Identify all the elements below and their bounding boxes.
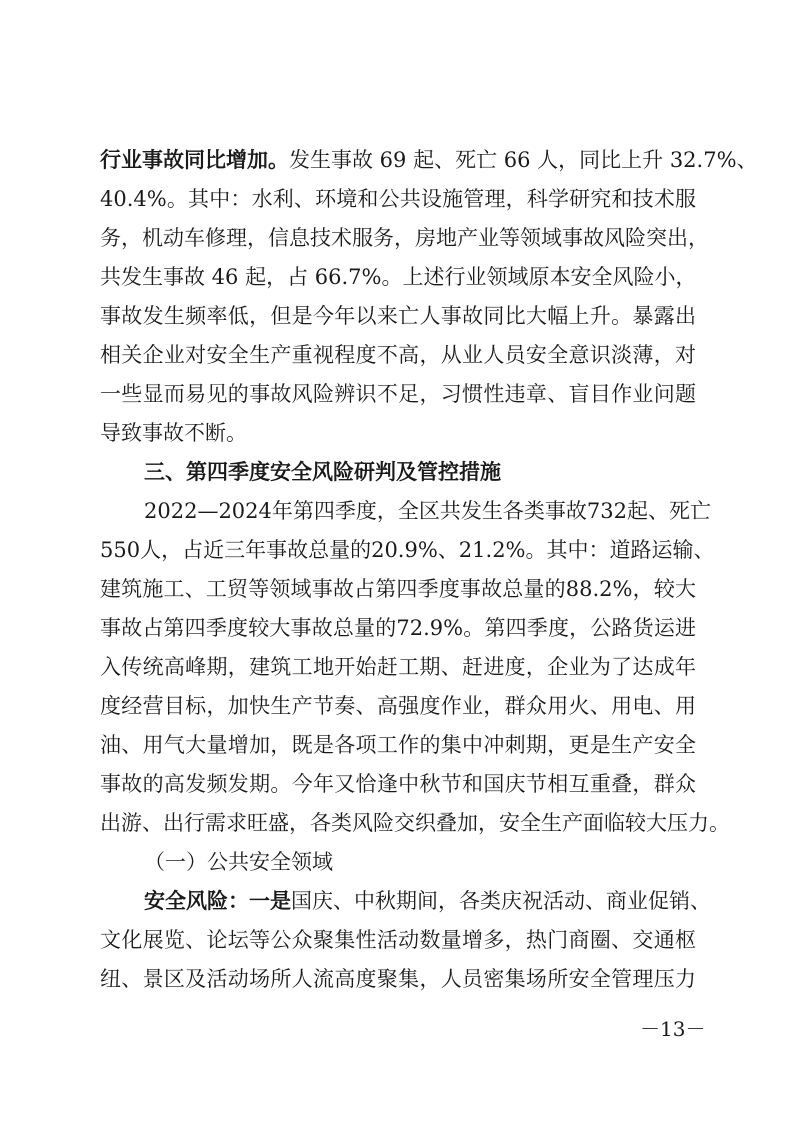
paragraph-line: 一些显而易见的事故风险辨识不足，习惯性违章、盲目作业问题 — [100, 382, 696, 406]
paragraph-line: 务，机动车修理，信息技术服务，房地产业等领域事故风险突出， — [100, 226, 709, 250]
paragraph-line: 度经营目标，加快生产节奏、高强度作业，群众用火、用电、用 — [100, 694, 696, 718]
paragraph-line: 事故的高发频发期。今年又恰逢中秋节和国庆节相互重叠，群众 — [100, 772, 696, 796]
bold-lead-text: 安全风险： — [144, 888, 249, 913]
paragraph-line: 出游、出行需求旺盛，各类风险交织叠加，安全生产面临较大压力。 — [100, 811, 730, 835]
paragraph-line: 40.4%。其中：水利、环境和公共设施管理，科学研究和技术服 — [100, 187, 696, 211]
paragraph-line: 纽、景区及活动场所人流高度聚集，人员密集场所安全管理压力 — [100, 967, 696, 991]
bold-lead-text: 行业事故同比增加。 — [100, 147, 289, 172]
section-heading: 三、第四季度安全风险研判及管控措施 — [144, 460, 501, 484]
paragraph-line: 文化展览、论坛等公众聚集性活动数量增多，热门商圈、交通枢 — [100, 928, 696, 952]
paragraph-line: 550人，占近三年事故总量的20.9%、21.2%。其中：道路运输、 — [100, 538, 715, 562]
paragraph-text: 国庆、中秋期间，各类庆祝活动、商业促销、 — [291, 889, 711, 913]
subsection-heading: （一）公共安全领域 — [144, 850, 333, 874]
paragraph-line: 相关企业对安全生产重视程度不高，从业人员安全意识淡薄，对 — [100, 343, 696, 367]
paragraph-line: 2022—2024年第四季度，全区共发生各类事故732起、死亡 — [144, 499, 711, 523]
paragraph-line: 事故占第四季度较大事故总量的72.9%。第四季度，公路货运进 — [100, 616, 696, 640]
paragraph-line — [100, 145, 758, 175]
paragraph-text: 发生事故 69 起、死亡 66 人，同比上升 32.7%、 — [289, 148, 758, 172]
paragraph-line: 导致事故不断。 — [100, 421, 247, 445]
paragraph-line: 建筑施工、工贸等领域事故占第四季度事故总量的88.2%，较大 — [100, 577, 696, 601]
paragraph-line — [144, 886, 711, 916]
paragraph-line: 入传统高峰期，建筑工地开始赶工期、赶进度，企业为了达成年 — [100, 655, 696, 679]
bold-lead-text: 一是 — [249, 888, 291, 913]
paragraph-line: 事故发生频率低，但是今年以来亡人事故同比大幅上升。暴露出 — [100, 304, 696, 328]
page-number: －13－ — [640, 1017, 706, 1041]
paragraph-line: 油、用气大量增加，既是各项工作的集中冲刺期，更是生产安全 — [100, 733, 696, 757]
paragraph-line: 共发生事故 46 起，占 66.7%。上述行业领域原本安全风险小， — [100, 265, 697, 289]
